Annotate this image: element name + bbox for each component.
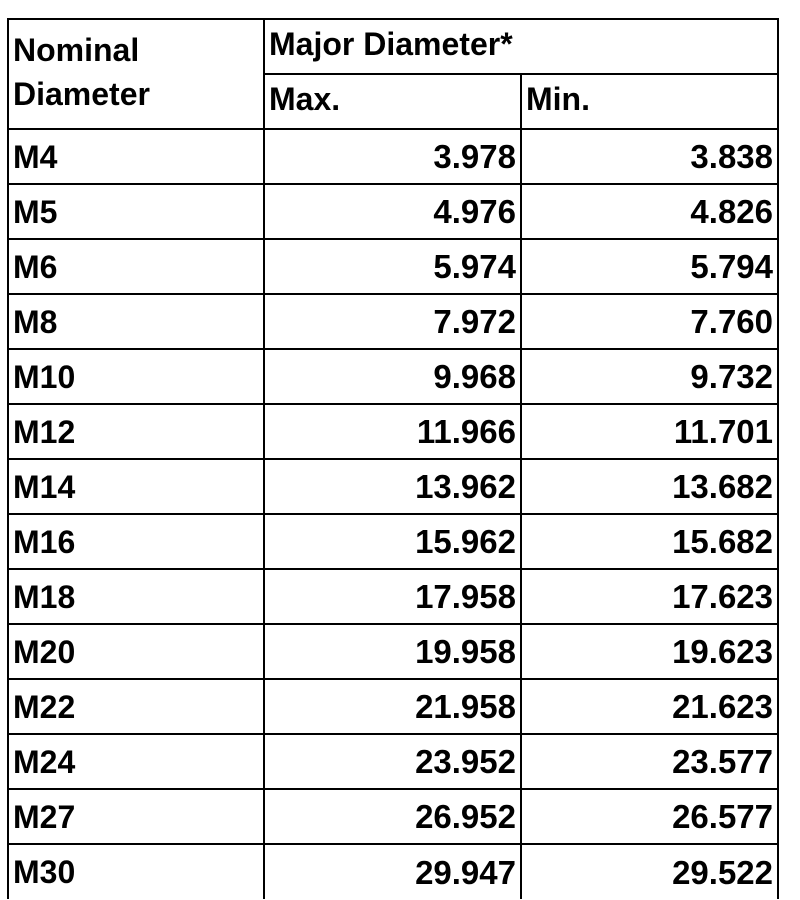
min-value-cell: 23.577 bbox=[521, 734, 778, 789]
nominal-size-cell: M12 bbox=[8, 404, 264, 459]
table-row bbox=[8, 129, 778, 184]
min-header: Min. bbox=[521, 74, 778, 129]
min-value-cell: 17.623 bbox=[521, 569, 778, 624]
nominal-size-cell: M6 bbox=[8, 239, 264, 294]
max-value-cell: 13.962 bbox=[264, 459, 521, 514]
table-row bbox=[8, 239, 778, 294]
major-diameter-header: Major Diameter* bbox=[264, 19, 778, 74]
min-value-cell: 5.794 bbox=[521, 239, 778, 294]
max-value-cell: 9.968 bbox=[264, 349, 521, 404]
max-value-cell: 29.947 bbox=[264, 844, 521, 899]
table-row bbox=[8, 844, 778, 899]
nominal-diameter-header: Nominal Diameter bbox=[8, 19, 264, 129]
nominal-size-cell: M24 bbox=[8, 734, 264, 789]
nominal-size-cell: M5 bbox=[8, 184, 264, 239]
max-value-cell: 21.958 bbox=[264, 679, 521, 734]
max-value-cell: 19.958 bbox=[264, 624, 521, 679]
table-row bbox=[8, 459, 778, 514]
max-value-cell: 15.962 bbox=[264, 514, 521, 569]
min-value-cell: 13.682 bbox=[521, 459, 778, 514]
min-value-cell: 21.623 bbox=[521, 679, 778, 734]
max-value-cell: 23.952 bbox=[264, 734, 521, 789]
min-value-cell: 19.623 bbox=[521, 624, 778, 679]
max-value-cell: 5.974 bbox=[264, 239, 521, 294]
max-value-cell: 17.958 bbox=[264, 569, 521, 624]
nominal-size-cell: M14 bbox=[8, 459, 264, 514]
table-row bbox=[8, 514, 778, 569]
table-row bbox=[8, 679, 778, 734]
table-row bbox=[8, 404, 778, 459]
nominal-size-cell: M30 bbox=[8, 844, 264, 899]
header-row-1 bbox=[8, 19, 778, 74]
nominal-size-cell: M16 bbox=[8, 514, 264, 569]
max-value-cell: 26.952 bbox=[264, 789, 521, 844]
table-row bbox=[8, 349, 778, 404]
min-value-cell: 7.760 bbox=[521, 294, 778, 349]
min-value-cell: 4.826 bbox=[521, 184, 778, 239]
table-row bbox=[8, 569, 778, 624]
nominal-size-cell: M10 bbox=[8, 349, 264, 404]
table-row bbox=[8, 294, 778, 349]
min-value-cell: 26.577 bbox=[521, 789, 778, 844]
table-body bbox=[8, 129, 778, 899]
table-row bbox=[8, 734, 778, 789]
table-row bbox=[8, 184, 778, 239]
nominal-size-cell: M27 bbox=[8, 789, 264, 844]
table-row bbox=[8, 624, 778, 679]
nominal-size-cell: M4 bbox=[8, 129, 264, 184]
min-value-cell: 15.682 bbox=[521, 514, 778, 569]
nominal-size-cell: M18 bbox=[8, 569, 264, 624]
nominal-size-cell: M20 bbox=[8, 624, 264, 679]
min-value-cell: 11.701 bbox=[521, 404, 778, 459]
thread-diameter-table bbox=[7, 18, 779, 899]
min-value-cell: 29.522 bbox=[521, 844, 778, 899]
max-value-cell: 7.972 bbox=[264, 294, 521, 349]
max-value-cell: 11.966 bbox=[264, 404, 521, 459]
table-header bbox=[8, 19, 778, 129]
min-value-cell: 3.838 bbox=[521, 129, 778, 184]
max-value-cell: 4.976 bbox=[264, 184, 521, 239]
min-value-cell: 9.732 bbox=[521, 349, 778, 404]
nominal-size-cell: M8 bbox=[8, 294, 264, 349]
max-header: Max. bbox=[264, 74, 521, 129]
nominal-size-cell: M22 bbox=[8, 679, 264, 734]
max-value-cell: 3.978 bbox=[264, 129, 521, 184]
table-row bbox=[8, 789, 778, 844]
